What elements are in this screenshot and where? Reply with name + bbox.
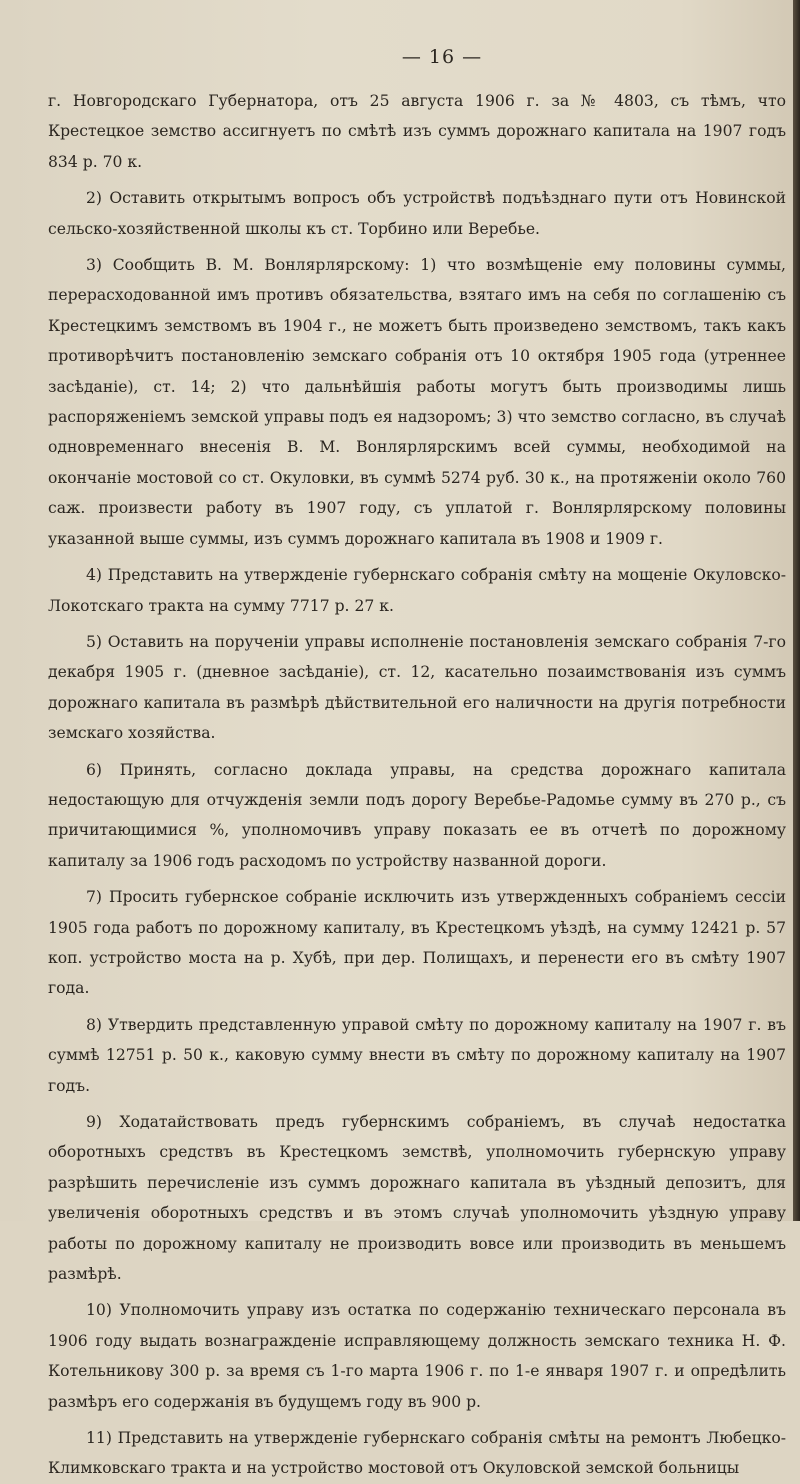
paragraph-continuation: г. Новгородскаго Губернатора, отъ 25 августа 1906 г. за № 4803, съ тѣмъ, что Крестецкое земство ассигнуетъ по смѣтѣ изъ суммъ дорожнаго капитала на 1907 годъ 834 р. 70 к. — [48, 92, 786, 171]
paragraph-item-9: 9) Ходатайствовать предъ губернскимъ собраніемъ, въ случаѣ недостатка оборотныхъ средствъ въ Крестецкомъ земствѣ, уполномочить губернскую управу разрѣшить перечисленіе изъ суммъ дорожнаго капитала въ уѣздный депозитъ, для увеличенія оборотныхъ средствъ и въ этомъ случаѣ уполномочить уѣздную управу работы по дорожному капиталу не производить вовсе или производить въ меньшемъ размѣрѣ. — [48, 1113, 786, 1284]
paragraph-item-5: 5) Оставить на порученіи управы исполненіе постановленія земскаго собранія 7-го декабря 1905 г. (дневное засѣданіе), ст. 12, касательно позаимствованія изъ суммъ дорожнаго капитала въ размѣрѣ дѣйствительной его наличности на другія потребности земскаго хозяйства. — [48, 632, 786, 743]
paragraph-item-8: 8) Утвердить представленную управой смѣту по дорожному капиталу на 1907 г. въ суммѣ 12751 р. 50 к., каковую сумму внести въ смѣту по дорожному капиталу на 1907 годъ. — [48, 1015, 786, 1095]
page-number: — 16 — — [401, 46, 483, 68]
paragraph-item-11: 11) Представить на утвержденіе губернскаго собранія смѣты на ремонтъ Любецко-Климковскаго тракта и на устройство мостовой отъ Окуловской земской больницы — [48, 1429, 786, 1478]
paragraph-item-6: 6) Принять, согласно доклада управы, на средства дорожнаго капитала недостающую для отчужденія земли подъ дорогу Веребье-Радомье сумму въ 270 р., съ причитающимися %, уполномочивъ управу показать ее въ отчетѣ по дорожному капиталу за 1906 годъ расходомъ по устройству названной дороги. — [48, 760, 786, 870]
paragraph-item-3: 3) Сообщить В. М. Вонлярлярскому: 1) что возмѣщеніе ему половины суммы, перерасходованной имъ противъ обязательства, взятаго имъ на себя по соглашенію съ Крестецкимъ земствомъ въ 1904 г., не можетъ быть произведено земствомъ, такъ какъ противорѣчитъ постановленію земскаго собранія отъ 10 октября 1905 года (утреннее засѣданіе), ст. 14; 2) что дальнѣйшія работы могутъ быть производимы лишь распоряженіемъ земской управы подъ ея надзоромъ; 3) что земство согласно, въ случаѣ одновременнаго внесенія В. М. Вонлярлярскимъ всей суммы, необходимой на окончаніе мостовой со ст. Окуловки, въ суммѣ 5274 руб. 30 к., на протяженіи около 760 саж. произвести работу въ 1907 году, съ уплатой г. Вонлярлярскому половины указанной выше суммы, изъ суммъ дорожнаго капитала въ 1908 и 1909 г. — [48, 256, 786, 548]
paragraph-item-4: 4) Представить на утвержденіе губернскаго собранія смѣту на мощеніе Окуловско-Локотскаго тракта на сумму 7717 р. 27 к. — [48, 566, 786, 615]
paragraph-item-7: 7) Просить губернское собраніе исключить изъ утвержденныхъ собраніемъ сессіи 1905 года работъ по дорожному капиталу, въ Крестецкомъ уѣздѣ, на сумму 12421 р. 57 коп. устройство моста на р. Хубѣ, при дер. Полищахъ, и перенести его въ смѣту 1907 года. — [48, 888, 786, 998]
page-edge-shadow — [793, 0, 800, 1221]
paragraph-item-10: 10) Уполномочить управу изъ остатка по содержанію техническаго персонала въ 1906 году выдать вознагражденіе исправляющему должность земскаго техника Н. Ф. Котельникову 300 р. за время съ 1-го марта 1906 г. по 1-е января 1907 г. и опредѣлить размѣръ его содержанія въ будущемъ году въ 900 р. — [48, 1301, 786, 1411]
paragraph-item-2: 2) Оставить открытымъ вопросъ объ устройствѣ подъѣзднаго пути отъ Новинской сельско-хозяйственной школы къ ст. Торбино или Веребье. — [48, 189, 786, 238]
